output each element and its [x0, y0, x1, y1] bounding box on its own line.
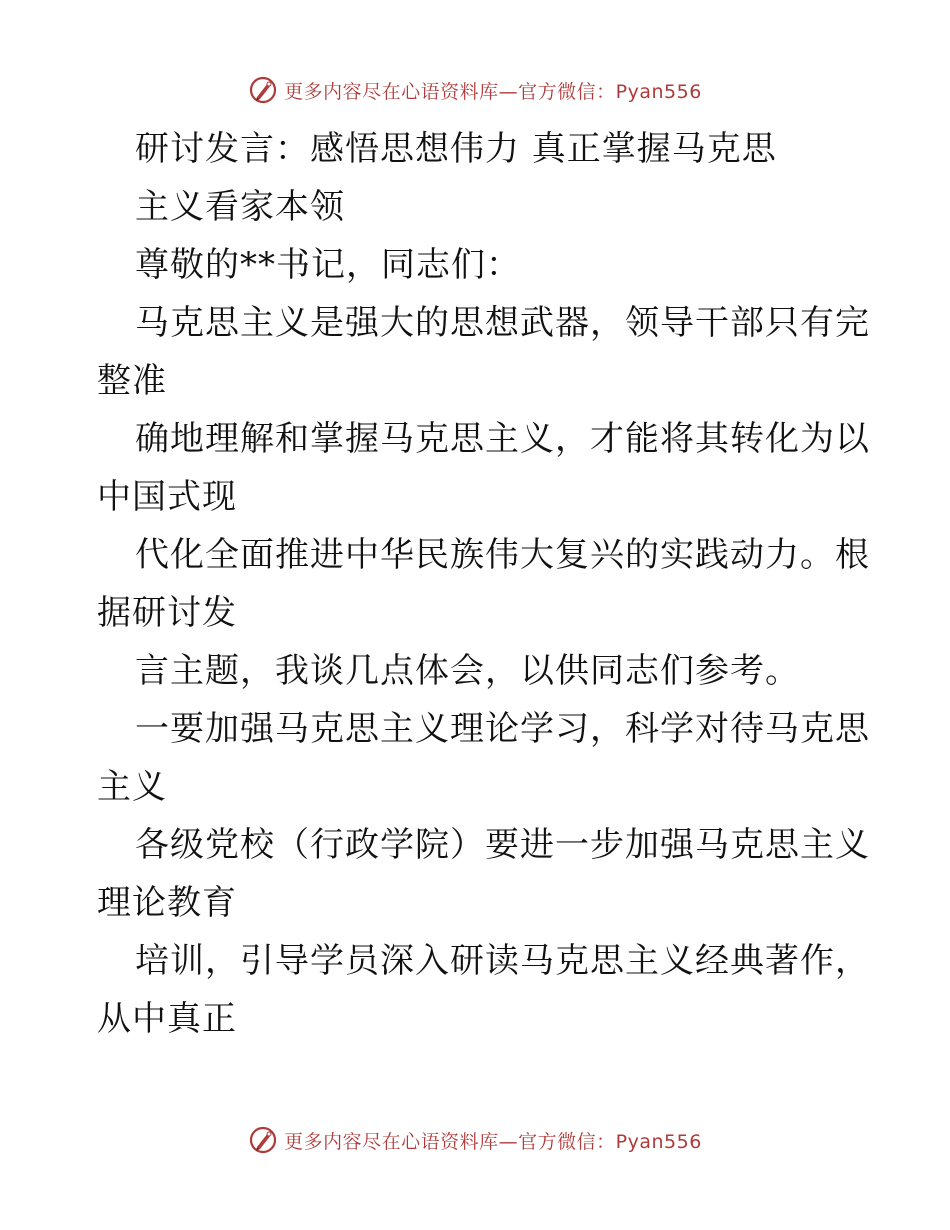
- header-banner-text: 更多内容尽在心语资料库—官方微信：Pyan556: [284, 80, 702, 103]
- paragraph-line: 言主题，我谈几点体会，以供同志们参考。: [135, 651, 800, 691]
- document-body: [97, 120, 870, 1048]
- section-heading-line: 一要加强马克思主义理论学习，科学对待马克思: [135, 709, 870, 749]
- footer-watermark-banner: [0, 1120, 950, 1160]
- footer-banner-text: 更多内容尽在心语资料库—官方微信：Pyan556: [284, 1130, 702, 1153]
- paragraph-line: 中国式现: [97, 477, 237, 517]
- header-watermark-banner: [0, 70, 950, 110]
- quill-seal-icon: [248, 1125, 278, 1155]
- paragraph-line: 代化全面推进中华民族伟大复兴的实践动力。根: [135, 535, 870, 575]
- quill-seal-icon: [248, 75, 278, 105]
- paragraph-line: 培训，引导学员深入研读马克思主义经典著作，: [135, 941, 870, 981]
- paragraph-line: 据研讨发: [97, 593, 237, 633]
- paragraph-line: 从中真正: [97, 999, 237, 1039]
- salutation-line: 尊敬的**书记，同志们：: [135, 245, 521, 285]
- title-line-2: 主义看家本领: [135, 187, 345, 227]
- paragraph-line: 各级党校（行政学院）要进一步加强马克思主义: [135, 825, 870, 865]
- paragraph-line: 理论教育: [97, 883, 237, 923]
- paragraph-line: 整准: [97, 361, 167, 401]
- section-heading-line: 主义: [97, 767, 167, 807]
- paragraph-line: 确地理解和掌握马克思主义，才能将其转化为以: [135, 419, 870, 459]
- paragraph-line: 马克思主义是强大的思想武器，领导干部只有完: [135, 303, 870, 343]
- title-line-1: 研讨发言：感悟思想伟力 真正掌握马克思: [135, 129, 777, 169]
